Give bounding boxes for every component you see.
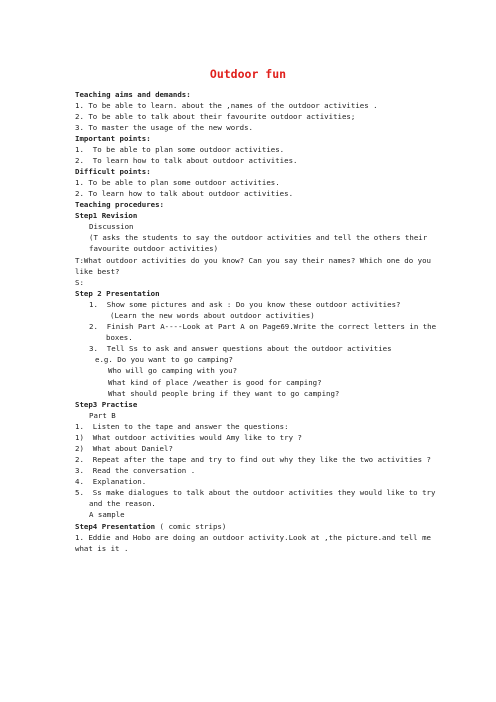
line-text: A sample	[89, 510, 125, 519]
line-text: 1. To be able to plan some outdoor activities.	[75, 178, 280, 187]
text-line	[75, 455, 468, 465]
text-line	[89, 233, 468, 243]
line-text: what is it .	[75, 544, 129, 553]
text-line	[89, 322, 468, 332]
text-line	[75, 256, 468, 266]
line-text: 5. Ss make dialogues to talk about the outdoor activities they would like to try	[75, 488, 436, 497]
text-line	[75, 422, 468, 432]
line-text: 2) What about Daniel?	[75, 444, 173, 453]
line-text: What should people bring if they want to go camping?	[108, 389, 340, 398]
line-text: 3. Read the conversation .	[75, 466, 196, 475]
section-heading	[75, 289, 468, 299]
line-text: 1. To be able to learn. about the ,names of the outdoor activities .	[75, 101, 378, 110]
line-text: S:	[75, 278, 84, 287]
line-text: (T asks the students to say the outdoor activities and tell the others their	[89, 233, 428, 242]
text-line	[89, 344, 468, 354]
text-line	[75, 156, 468, 166]
text-line	[108, 389, 468, 399]
line-text: 1. To be able to plan some outdoor activities.	[75, 145, 285, 154]
text-line	[89, 499, 468, 509]
text-line	[75, 112, 468, 122]
text-line	[75, 444, 468, 454]
line-text: Who will go camping with you?	[108, 366, 238, 375]
line-text: 1. Show some pictures and ask : Do you know these outdoor activities?	[89, 300, 401, 309]
text-line	[108, 378, 468, 388]
text-line	[75, 466, 468, 476]
text-line	[75, 477, 468, 487]
line-text: 2. To learn how to talk about outdoor activities.	[75, 156, 298, 165]
text-line	[89, 300, 468, 310]
line-text: T:What outdoor activities do you know? Can you say their names? Which one do you	[75, 256, 431, 265]
section-heading	[75, 134, 468, 144]
text-line	[75, 278, 468, 288]
text-line	[75, 123, 468, 133]
text-line	[89, 222, 468, 232]
line-text: 3. To master the usage of the new words.	[75, 123, 253, 132]
text-line	[89, 411, 468, 421]
text-line	[75, 101, 468, 111]
line-text: Step3 Practise	[75, 400, 138, 409]
line-text: 1. Listen to the tape and answer the questions:	[75, 422, 289, 431]
text-line	[89, 510, 468, 520]
text-line	[106, 333, 468, 343]
text-line	[75, 267, 468, 277]
section-heading	[75, 522, 468, 532]
line-text: 4. Explanation.	[75, 477, 147, 486]
line-text: Part B	[89, 411, 116, 420]
text-line	[75, 189, 468, 199]
line-text: Step 2 Presentation	[75, 289, 160, 298]
line-text: favourite outdoor activities)	[89, 244, 219, 253]
line-text: 2. To be able to talk about their favourite outdoor activities;	[75, 112, 356, 121]
section-heading	[75, 211, 468, 221]
line-text: 1. Eddie and Hobo are doing an outdoor activity.Look at ,the picture.and tell me	[75, 533, 431, 542]
line-text: Teaching procedures:	[75, 200, 164, 209]
line-text: Important points:	[75, 134, 151, 143]
text-line	[95, 355, 468, 365]
line-text: Step1 Revision	[75, 211, 138, 220]
line-text: like best?	[75, 267, 120, 276]
section-heading	[75, 400, 468, 410]
line-text: and the reason.	[89, 499, 156, 508]
line-text: 2. Repeat after the tape and try to find out why they like the two activities ?	[75, 455, 431, 464]
line-text: 2. Finish Part A----Look at Part A on Page69.Write the correct letters in the	[89, 322, 437, 331]
line-text: e.g. Do you want to go camping?	[95, 355, 233, 364]
line-text: 1) What outdoor activities would Amy like to try ?	[75, 433, 302, 442]
section-heading	[75, 167, 468, 177]
line-text: boxes.	[106, 333, 133, 342]
text-line	[75, 488, 468, 498]
text-line	[110, 311, 468, 321]
text-line	[89, 244, 468, 254]
line-text: Step4 Presentation	[75, 522, 156, 531]
line-text: (Learn the new words about outdoor activities)	[110, 311, 315, 320]
line-text: 3. Tell Ss to ask and answer questions about the outdoor activities	[89, 344, 392, 353]
text-line	[75, 145, 468, 155]
line-text: Teaching aims and demands:	[75, 90, 191, 99]
line-text: Discussion	[89, 222, 134, 231]
text-line	[75, 433, 468, 443]
section-heading	[75, 200, 468, 210]
line-text: 2. To learn how to talk about outdoor activities.	[75, 189, 294, 198]
text-line	[108, 366, 468, 376]
section-heading	[75, 90, 468, 100]
text-line	[75, 178, 468, 188]
line-text: What kind of place /weather is good for camping?	[108, 378, 322, 387]
text-line	[75, 544, 468, 554]
line-text: Difficult points:	[75, 167, 151, 176]
line-suffix: ( comic strips)	[155, 522, 227, 531]
document-title: Outdoor fun	[209, 67, 287, 81]
text-line	[75, 533, 468, 543]
